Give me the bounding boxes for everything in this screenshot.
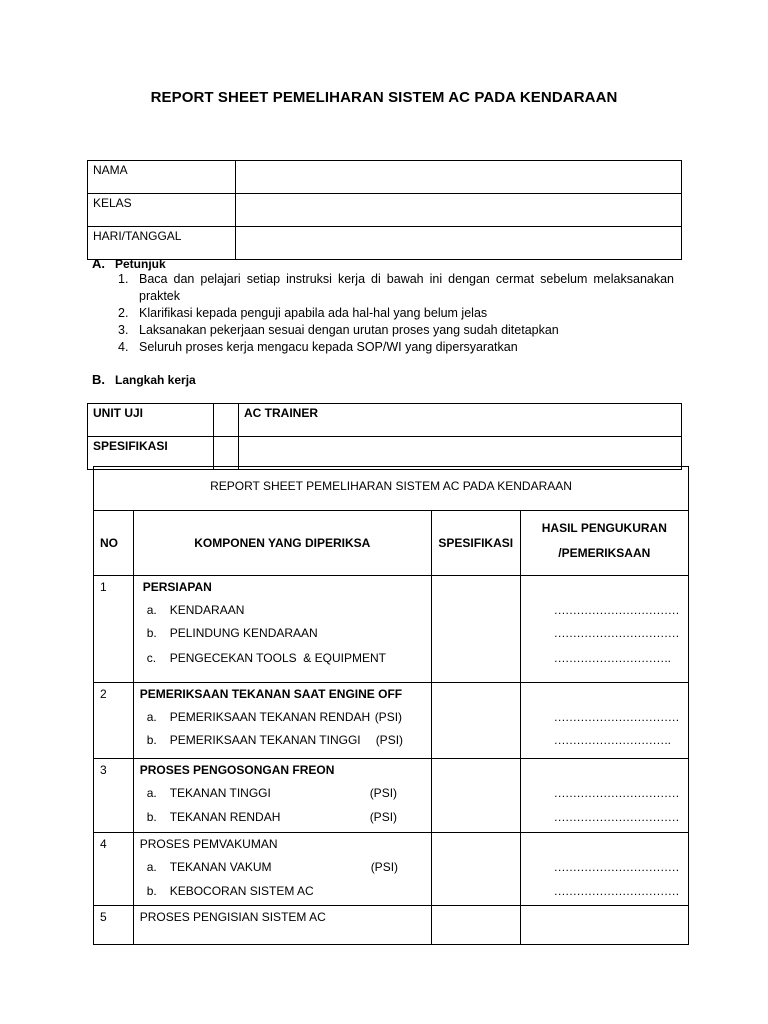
row-number: 3 (94, 759, 134, 833)
component-item (147, 786, 271, 800)
list-item-text: Klarifikasi kepada penguji apabila ada hal-hal yang belum jelas (139, 306, 488, 320)
report-table (93, 466, 689, 945)
component-item (147, 626, 318, 640)
section-letter: A. (92, 256, 105, 271)
identity-label: KELAS (88, 194, 236, 227)
identity-value-field[interactable] (236, 194, 682, 227)
result-cell[interactable] (520, 759, 688, 833)
spec-cell[interactable] (431, 833, 520, 906)
component-cell (133, 576, 431, 683)
report-header-row (94, 511, 689, 576)
unit-row-spesifikasi (88, 437, 682, 470)
row-number: 4 (94, 833, 134, 906)
list-number: 4. (118, 340, 129, 354)
list-number: 1. (118, 272, 129, 286)
item-text: TEKANAN VAKUM (169, 860, 272, 874)
list-item (90, 322, 674, 339)
identity-label: NAMA (88, 161, 236, 194)
row-number: 2 (94, 683, 134, 759)
list-item-text: Laksanakan pekerjaan sesuai dengan urutan proses yang sudah ditetapkan (139, 323, 559, 337)
list-number: 2. (118, 306, 129, 320)
spec-cell[interactable] (431, 759, 520, 833)
result-dots: …………………………. (553, 733, 671, 747)
unit-label: SPESIFIKASI (88, 437, 214, 470)
unit-psi: (PSI) (370, 860, 399, 874)
item-text: PELINDUNG KENDARAAN (169, 626, 318, 640)
header-result-line1: HASIL PENGUKURAN (541, 521, 667, 535)
component-cell (133, 759, 431, 833)
table-row (94, 759, 689, 833)
table-row (94, 576, 689, 683)
spec-cell[interactable] (431, 576, 520, 683)
result-dots: …………………………… (553, 884, 679, 898)
component-item (147, 710, 371, 724)
result-cell[interactable] (520, 906, 688, 945)
result-cell[interactable] (520, 833, 688, 906)
component-cell (133, 906, 431, 945)
table-row (94, 833, 689, 906)
list-number: 3. (118, 323, 129, 337)
component-cell (133, 833, 431, 906)
section-title: Petunjuk (115, 257, 166, 271)
item-letter: b. (146, 810, 157, 824)
table-row (94, 906, 689, 945)
result-dots: …………………………… (553, 810, 679, 824)
row-number: 1 (94, 576, 134, 683)
result-dots: …………………………… (553, 626, 679, 640)
item-text: PENGECEKAN TOOLS & EQUIPMENT (169, 651, 386, 665)
header-result (520, 511, 688, 576)
list-item (90, 271, 674, 305)
section-title: Langkah kerja (115, 373, 196, 387)
header-spec: SPESIFIKASI (431, 511, 520, 576)
component-item (147, 651, 386, 665)
unit-psi: (PSI) (375, 733, 404, 747)
unit-psi: (PSI) (374, 710, 403, 724)
unit-spacer-cell (214, 437, 239, 470)
unit-table (87, 403, 682, 470)
item-text: PEMERIKSAAN TEKANAN RENDAH (169, 710, 371, 724)
result-dots: …………………………… (553, 860, 679, 874)
list-item (90, 305, 674, 322)
result-cell[interactable] (520, 683, 688, 759)
instruction-list (90, 271, 674, 356)
result-dots: …………………………… (553, 603, 679, 617)
header-component: KOMPONEN YANG DIPERIKSA (133, 511, 431, 576)
result-dots: …………………………… (553, 710, 679, 724)
identity-value-field[interactable] (236, 227, 682, 260)
identity-label: HARI/TANGGAL (88, 227, 236, 260)
identity-row-kelas (88, 194, 682, 227)
spec-cell[interactable] (431, 683, 520, 759)
row-title: PERSIAPAN (142, 580, 212, 594)
header-no: NO (94, 511, 134, 576)
page-title: REPORT SHEET PEMELIHARAN SISTEM AC PADA KENDARAAN (150, 89, 618, 106)
result-dots: …………………………… (553, 786, 679, 800)
table-row (94, 683, 689, 759)
row-title: PROSES PENGOSONGAN FREON (139, 763, 335, 777)
section-b-heading (92, 371, 196, 389)
list-item-text: Seluruh proses kerja mengacu kepada SOP/WI yang dipersyaratkan (139, 340, 518, 354)
component-item (147, 884, 314, 898)
item-text: KEBOCORAN SISTEM AC (169, 884, 314, 898)
item-text: PEMERIKSAAN TEKANAN TINGGI (169, 733, 361, 747)
identity-row-hari-tanggal (88, 227, 682, 260)
report-title: REPORT SHEET PEMELIHARAN SISTEM AC PADA KENDARAAN (94, 467, 689, 511)
unit-value[interactable] (239, 437, 682, 470)
list-item (90, 339, 674, 356)
list-item-text: Baca dan pelajari setiap instruksi kerja di bawah ini dengan cermat sebelum melaksanakan praktek (139, 272, 674, 303)
report-title-row (94, 467, 689, 511)
row-number: 5 (94, 906, 134, 945)
unit-spacer-cell (214, 404, 239, 437)
unit-psi: (PSI) (369, 786, 398, 800)
unit-psi: (PSI) (369, 810, 398, 824)
component-cell (133, 683, 431, 759)
spec-cell[interactable] (431, 906, 520, 945)
component-item (147, 860, 272, 874)
item-letter: b. (146, 884, 157, 898)
item-letter: b. (146, 733, 157, 747)
item-letter: a. (146, 710, 157, 724)
section-letter: B. (92, 372, 105, 387)
header-result-line2: /PEMERIKSAAN (558, 546, 651, 560)
result-dots: …………………………. (553, 651, 671, 665)
row-title: PROSES PENGISIAN SISTEM AC (139, 910, 326, 924)
unit-row-unit-uji (88, 404, 682, 437)
unit-value[interactable]: AC TRAINER (239, 404, 682, 437)
item-letter: c. (146, 651, 157, 665)
identity-row-nama (88, 161, 682, 194)
row-title: PEMERIKSAAN TEKANAN SAAT ENGINE OFF (139, 687, 403, 701)
item-text: KENDARAAN (169, 603, 245, 617)
item-letter: b. (146, 626, 157, 640)
item-letter: a. (146, 786, 157, 800)
component-item (147, 733, 361, 747)
identity-table (87, 160, 682, 260)
component-item (147, 603, 245, 617)
item-text: TEKANAN RENDAH (169, 810, 281, 824)
identity-value-field[interactable] (236, 161, 682, 194)
unit-label: UNIT UJI (88, 404, 214, 437)
result-cell[interactable] (520, 576, 688, 683)
item-letter: a. (146, 603, 157, 617)
item-letter: a. (146, 860, 157, 874)
row-title: PROSES PEMVAKUMAN (139, 837, 278, 851)
component-item (147, 810, 281, 824)
item-text: TEKANAN TINGGI (169, 786, 271, 800)
